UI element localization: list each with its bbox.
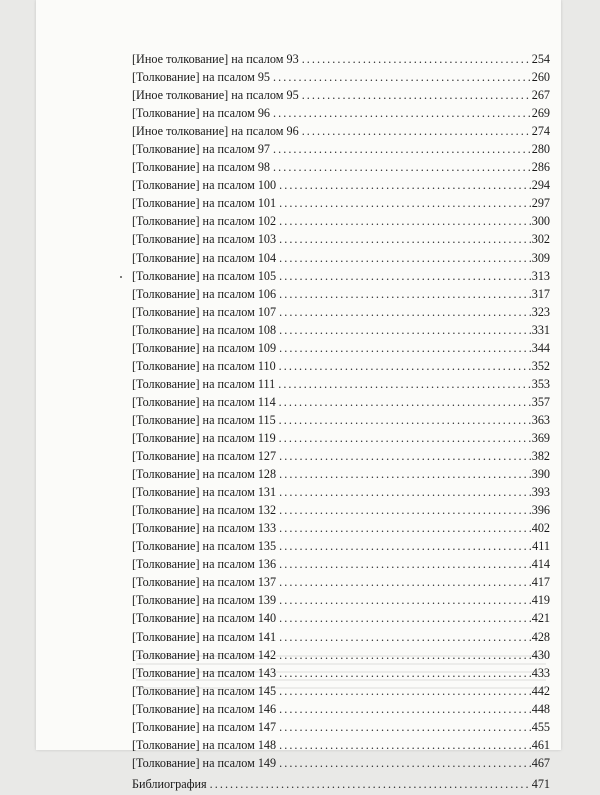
toc-entry-label: [Толкование] на псалом 111 bbox=[132, 376, 276, 391]
toc-entry-label: [Толкование] на псалом 142 bbox=[132, 647, 277, 662]
toc-entry-page: 317 bbox=[531, 286, 550, 301]
toc-entry bbox=[132, 413, 550, 431]
toc-entry-page: 382 bbox=[531, 449, 550, 464]
leader-dots bbox=[279, 269, 531, 284]
toc-entry-label: [Толкование] на псалом 140 bbox=[132, 611, 277, 626]
toc-entry-label: [Толкование] на псалом 131 bbox=[132, 485, 277, 500]
toc-entry-page: 274 bbox=[531, 124, 550, 139]
toc-entry bbox=[132, 630, 550, 648]
toc-entry-page: 300 bbox=[531, 214, 550, 229]
toc-entry-page: 254 bbox=[531, 52, 550, 66]
book-page bbox=[36, 0, 561, 791]
leader-dots bbox=[302, 88, 531, 103]
leader-dots bbox=[273, 142, 531, 157]
toc-entry-page: 390 bbox=[531, 467, 550, 482]
toc-entry-label: [Толкование] на псалом 110 bbox=[132, 358, 276, 373]
toc-entry-label: [Толкование] на псалом 145 bbox=[132, 683, 277, 698]
toc-entry-page: 357 bbox=[531, 394, 550, 409]
toc-entry bbox=[132, 178, 550, 196]
leader-dots bbox=[302, 52, 531, 67]
toc-entry-page: 344 bbox=[531, 340, 550, 355]
toc-entry-label: [Толкование] на псалом 104 bbox=[132, 250, 277, 265]
toc-entry-page: 353 bbox=[531, 376, 550, 391]
toc-entry bbox=[132, 251, 550, 269]
toc-entry bbox=[132, 214, 550, 232]
toc-entry-label: [Толкование] на псалом 95 bbox=[132, 70, 271, 85]
leader-dots bbox=[278, 377, 531, 392]
toc-entry-page: 442 bbox=[531, 683, 550, 698]
toc-entry bbox=[132, 720, 550, 738]
toc-entry bbox=[132, 702, 550, 720]
toc-entry-page: 302 bbox=[531, 232, 550, 247]
leader-dots bbox=[279, 196, 531, 211]
toc-entry bbox=[132, 503, 550, 521]
toc-entry-page: 323 bbox=[531, 304, 550, 319]
leader-dots bbox=[279, 521, 531, 536]
toc-entry-label: [Толкование] на псалом 96 bbox=[132, 106, 271, 121]
leader-dots bbox=[279, 756, 531, 771]
toc-entry-page: 417 bbox=[531, 575, 550, 590]
leader-dots bbox=[279, 287, 531, 302]
leader-dots bbox=[279, 611, 531, 626]
toc-entry bbox=[132, 70, 550, 88]
toc-entry bbox=[132, 106, 550, 124]
leader-dots bbox=[279, 395, 531, 410]
toc-entry bbox=[132, 52, 550, 70]
leader-dots bbox=[279, 593, 531, 608]
leader-dots bbox=[279, 413, 531, 428]
toc-entry-page: 393 bbox=[531, 485, 550, 500]
toc-entry-page: 369 bbox=[531, 430, 550, 445]
leader-dots bbox=[273, 106, 531, 121]
toc-entry-page: 396 bbox=[531, 503, 550, 518]
toc-entry bbox=[132, 467, 550, 485]
toc-entry-page: 467 bbox=[531, 755, 550, 770]
toc-entry-page: 448 bbox=[531, 701, 550, 716]
toc-entry-label: [Толкование] на псалом 147 bbox=[132, 719, 277, 734]
leader-dots bbox=[279, 341, 531, 356]
toc-entry-page: 411 bbox=[532, 539, 550, 554]
toc-entry-label: [Толкование] на псалом 103 bbox=[132, 232, 277, 247]
toc-entry bbox=[132, 196, 550, 214]
toc-entry-label: [Толкование] на псалом 108 bbox=[132, 322, 277, 337]
leader-dots bbox=[279, 720, 531, 735]
toc-entry-label: [Толкование] на псалом 109 bbox=[132, 340, 277, 355]
leader-dots bbox=[279, 214, 531, 229]
toc-entry-label: [Толкование] на псалом 115 bbox=[132, 412, 276, 427]
toc-entry-page: 309 bbox=[531, 250, 550, 265]
toc-entry bbox=[132, 377, 550, 395]
toc-entry-label: [Толкование] на псалом 119 bbox=[132, 430, 276, 445]
toc-entry-page: 433 bbox=[531, 665, 550, 680]
toc-entry bbox=[132, 738, 550, 756]
toc-entry-label: [Толкование] на псалом 148 bbox=[132, 737, 277, 752]
toc-entry bbox=[132, 756, 550, 774]
toc-entry-page: 331 bbox=[531, 322, 550, 337]
leader-dots bbox=[273, 70, 531, 85]
leader-dots bbox=[279, 251, 531, 266]
toc-entry-label: [Толкование] на псалом 98 bbox=[132, 160, 271, 175]
leader-dots bbox=[279, 178, 531, 193]
toc-entry-label: [Толкование] на псалом 135 bbox=[132, 539, 277, 554]
toc-entry-label: [Толкование] на псалом 128 bbox=[132, 467, 277, 482]
leader-dots bbox=[279, 575, 531, 590]
toc-entry-label: [Толкование] на псалом 141 bbox=[132, 629, 277, 644]
toc-entry bbox=[132, 575, 550, 593]
toc-entry-page: 430 bbox=[531, 647, 550, 662]
toc-entry-label: [Толкование] на псалом 132 bbox=[132, 503, 277, 518]
toc-entry bbox=[132, 305, 550, 323]
toc-entry-page: 269 bbox=[531, 106, 550, 121]
leader-dots bbox=[302, 124, 531, 139]
leader-dots bbox=[279, 485, 531, 500]
toc-entry-label: [Толкование] на псалом 143 bbox=[132, 665, 277, 680]
toc-entry-page: 421 bbox=[531, 611, 550, 626]
toc-entry-page: 414 bbox=[531, 557, 550, 572]
toc-entry bbox=[132, 395, 550, 413]
toc-entry-label: [Толкование] на псалом 106 bbox=[132, 286, 277, 301]
toc-entry bbox=[132, 593, 550, 611]
leader-dots bbox=[279, 630, 531, 645]
toc-entry bbox=[132, 431, 550, 449]
leader-dots bbox=[279, 503, 531, 518]
paper-speck bbox=[120, 276, 122, 278]
toc-entry bbox=[132, 539, 550, 557]
leader-dots bbox=[279, 557, 531, 572]
leader-dots bbox=[279, 449, 531, 464]
toc-entry-label: [Толкование] на псалом 149 bbox=[132, 755, 277, 770]
toc-entry-page: 280 bbox=[531, 142, 550, 157]
leader-dots bbox=[279, 305, 531, 320]
toc-entry-page: 419 bbox=[531, 593, 550, 608]
toc-entry bbox=[132, 323, 550, 341]
leader-dots bbox=[210, 777, 531, 792]
toc-entry-label: [Толкование] на псалом 107 bbox=[132, 304, 277, 319]
toc-entry-label: [Толкование] на псалом 101 bbox=[132, 196, 277, 211]
leader-dots bbox=[279, 359, 531, 374]
toc-entry-label: [Толкование] на псалом 133 bbox=[132, 521, 277, 536]
toc-entry bbox=[132, 611, 550, 629]
toc-entry bbox=[132, 521, 550, 539]
leader-dots bbox=[279, 232, 531, 247]
toc-entry bbox=[132, 287, 550, 305]
leader-dots bbox=[279, 323, 531, 338]
leader-dots bbox=[279, 431, 531, 446]
toc-entry-page: 297 bbox=[531, 196, 550, 211]
toc-entry-page: 267 bbox=[531, 88, 550, 103]
toc-entry-page: 455 bbox=[531, 719, 550, 734]
toc-entry-page: 352 bbox=[531, 358, 550, 373]
toc-entry-page: 294 bbox=[531, 178, 550, 193]
toc-entry bbox=[132, 160, 550, 178]
toc-entry bbox=[132, 359, 550, 377]
toc-entry bbox=[132, 449, 550, 467]
toc-entry bbox=[132, 269, 550, 287]
toc-entry-page: 461 bbox=[531, 737, 550, 752]
toc-entry bbox=[132, 485, 550, 503]
leader-dots bbox=[279, 539, 531, 554]
show-through-text bbox=[136, 655, 546, 695]
leader-dots bbox=[279, 738, 531, 753]
toc-entry-label: [Иное толкование] на псалом 95 bbox=[132, 88, 299, 103]
toc-entry bbox=[132, 341, 550, 359]
toc-entry bbox=[132, 88, 550, 106]
toc-entry bbox=[132, 557, 550, 575]
toc-entry bbox=[132, 232, 550, 250]
leader-dots bbox=[279, 702, 531, 717]
toc-entry bbox=[132, 124, 550, 142]
toc-entry-label: [Толкование] на псалом 97 bbox=[132, 142, 271, 157]
toc-entry-page: 313 bbox=[531, 268, 550, 283]
toc-entry-page: 363 bbox=[531, 412, 550, 427]
toc-entry-page: 471 bbox=[531, 776, 550, 791]
toc-entry-page: 260 bbox=[531, 70, 550, 85]
toc-entry-label: [Толкование] на псалом 114 bbox=[132, 394, 276, 409]
toc-entry-label: [Толкование] на псалом 105 bbox=[132, 268, 277, 283]
toc-entry-label: [Иное толкование] на псалом 93 bbox=[132, 52, 299, 66]
toc-entry-label: [Толкование] на псалом 127 bbox=[132, 449, 277, 464]
toc-entry-bibliography bbox=[132, 777, 550, 795]
toc-entry-label: [Толкование] на псалом 136 bbox=[132, 557, 277, 572]
toc-entry-label: [Толкование] на псалом 137 bbox=[132, 575, 277, 590]
leader-dots bbox=[273, 160, 531, 175]
toc-entry-label: [Толкование] на псалом 102 bbox=[132, 214, 277, 229]
toc-entry-label: Библиография bbox=[132, 776, 207, 791]
toc-entry-label: [Толкование] на псалом 100 bbox=[132, 178, 277, 193]
toc-entry-label: [Толкование] на псалом 139 bbox=[132, 593, 277, 608]
toc-entry-page: 286 bbox=[531, 160, 550, 175]
leader-dots bbox=[279, 467, 531, 482]
toc-entry-label: [Иное толкование] на псалом 96 bbox=[132, 124, 299, 139]
toc-entry-label: [Толкование] на псалом 146 bbox=[132, 701, 277, 716]
toc-entry bbox=[132, 142, 550, 160]
toc-entry-page: 402 bbox=[531, 521, 550, 536]
toc-entry-page: 428 bbox=[531, 629, 550, 644]
